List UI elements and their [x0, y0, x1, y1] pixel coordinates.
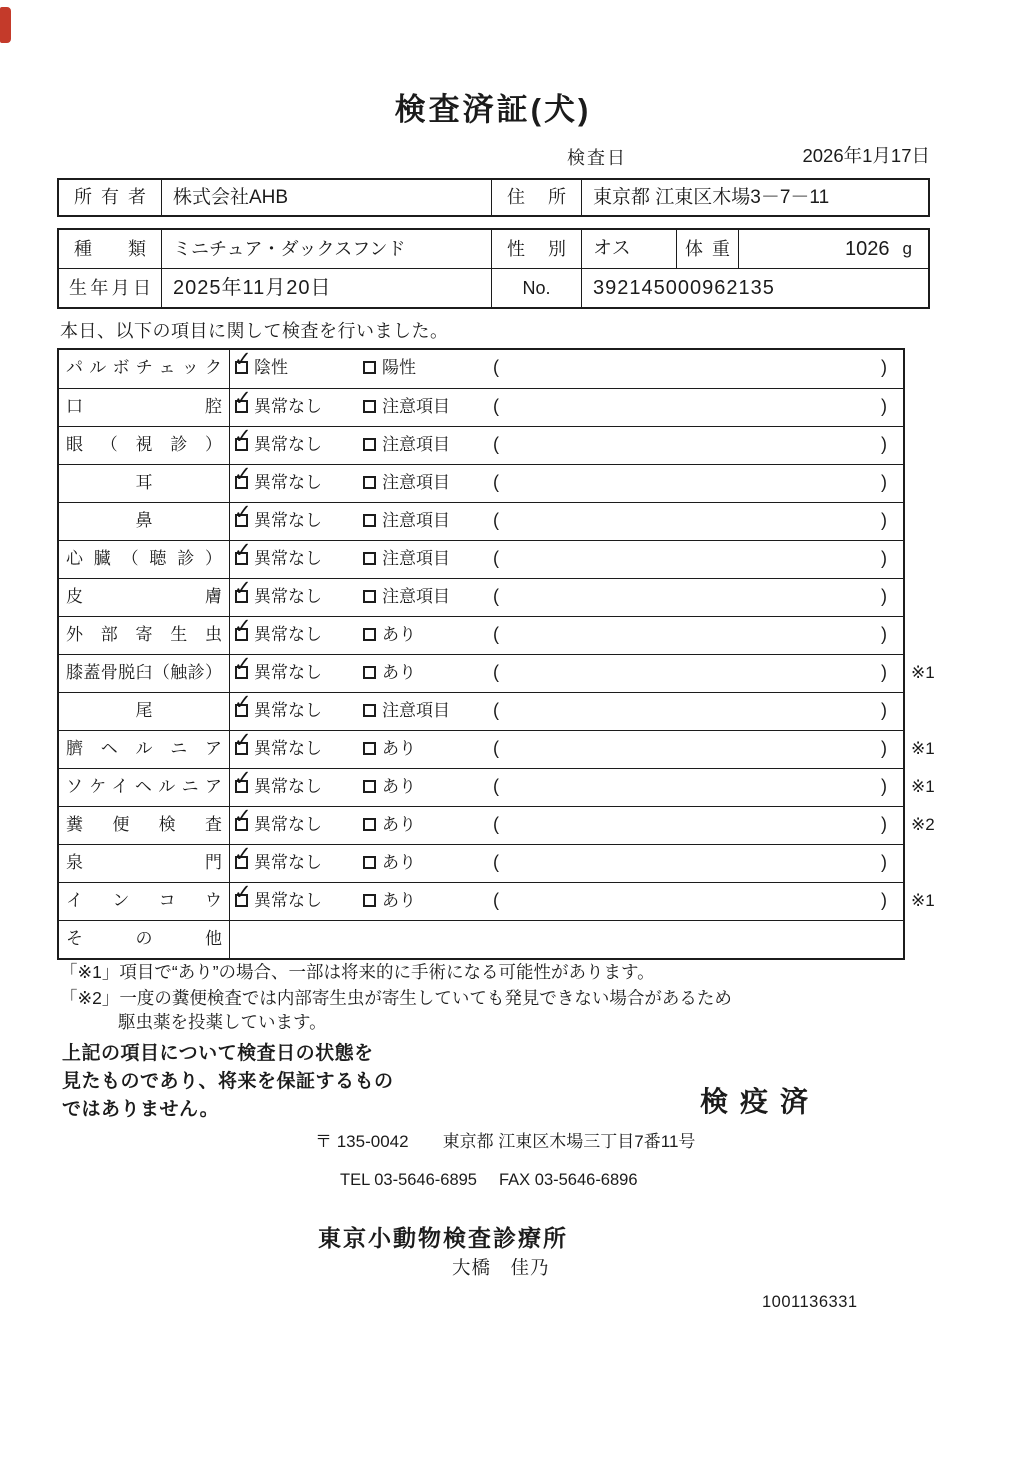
exam-item-label: 口腔 [59, 389, 230, 426]
paren-close-icon: ) [881, 396, 887, 416]
scan-artifact [0, 7, 11, 43]
checklist-row-patella [59, 652, 935, 692]
checkbox-empty-icon[interactable] [363, 856, 376, 869]
checklist-row-mouth [59, 388, 903, 426]
checklist-table [57, 347, 935, 960]
paren-open-icon: ( [493, 472, 499, 492]
result-option-checked: ✓ 異常なし [234, 538, 322, 568]
certificate-no-value: 392145000962135 [593, 277, 775, 299]
result-option-checked: ✓ 異常なし [234, 804, 322, 834]
street-address: 東京都 江東区木場三丁目7番11号 [442, 1132, 696, 1151]
result-option-unchecked: 陽性 [363, 350, 416, 385]
paren-close-icon: ) [881, 510, 887, 530]
result-option-checked: ✓ 異常なし [234, 842, 322, 872]
result-option-unchecked: あり [363, 655, 416, 690]
paren-open-icon: ( [493, 396, 499, 416]
result-option-unchecked: 注意項目 [363, 541, 450, 576]
footnote-1: 「※1」項目で“あり”の場合、一部は将来的に手術になる可能性があります。 [60, 962, 655, 982]
result-option-checked: ✓ 異常なし [234, 500, 322, 530]
result-option-unchecked: あり [363, 769, 416, 804]
exam-item-label: ソケイヘルニア [59, 769, 230, 806]
note-ref: ※2 [911, 815, 935, 834]
exam-item-label: 膝蓋骨脱臼（触診） [59, 655, 230, 692]
checklist-row-tail [59, 692, 903, 730]
result-option-unchecked: 注意項目 [363, 465, 450, 500]
weight-value: 1026 [845, 238, 890, 260]
result-option-unchecked: あり [363, 845, 416, 880]
checkbox-checked-icon[interactable]: ✓ [235, 438, 248, 451]
examiner-name: 大橋 佳乃 [452, 1257, 550, 1278]
footnote-2-line1: 「※2」一度の糞便検査では内部寄生虫が寄生していても発見できない場合があるため [60, 988, 732, 1008]
result-option-unchecked: 注意項目 [363, 503, 450, 538]
checkbox-empty-icon[interactable] [363, 666, 376, 679]
result-option-checked: ✓ 異常なし [234, 576, 322, 606]
checklist-row-heart [59, 540, 903, 578]
checkbox-empty-icon[interactable] [363, 818, 376, 831]
checkbox-checked-icon[interactable]: ✓ [235, 552, 248, 565]
paren-close-icon: ) [881, 814, 887, 834]
certificate-no-label: No. [492, 269, 582, 307]
result-option-unchecked: 注意項目 [363, 389, 450, 424]
owner-label: 所有者 [59, 180, 162, 215]
paren-close-icon: ) [881, 738, 887, 758]
intro-text: 本日、以下の項目に関して検査を行いました。 [60, 321, 449, 341]
exam-item-label: 尾 [59, 693, 230, 730]
postal-address [315, 1127, 695, 1152]
checkbox-empty-icon[interactable] [363, 438, 376, 451]
checklist-row-eyes [59, 426, 903, 464]
quarantine-stamp: 検疫済 [700, 1086, 821, 1117]
breed-label: 種類 [59, 230, 162, 268]
weight-label: 体重 [677, 230, 739, 268]
checkbox-checked-icon[interactable]: ✓ [235, 666, 248, 679]
checkbox-empty-icon[interactable] [363, 894, 376, 907]
weight-unit: g [902, 239, 912, 258]
footnote-2-line2: 駆虫薬を投薬しています。 [118, 1012, 327, 1032]
exam-item-label: 眼（視診） [59, 427, 230, 464]
result-option-unchecked: あり [363, 883, 416, 918]
checkbox-checked-icon[interactable]: ✓ [235, 894, 248, 907]
address-label: 住所 [492, 180, 582, 215]
animal-table [57, 228, 930, 309]
checkbox-empty-icon[interactable] [363, 476, 376, 489]
paren-close-icon: ) [881, 890, 887, 910]
paren-close-icon: ) [881, 434, 887, 454]
address-value: 東京都 江東区木場3－7－11 [593, 187, 830, 208]
exam-item-label: 外部寄生虫 [59, 617, 230, 654]
checklist-row-ectoparasite [59, 616, 903, 654]
result-option-unchecked: あり [363, 807, 416, 842]
result-option-checked: ✓ 異常なし [234, 462, 322, 492]
paren-open-icon: ( [493, 700, 499, 720]
exam-item-label: 心臓（聴診） [59, 541, 230, 578]
result-option-unchecked: 注意項目 [363, 579, 450, 614]
checkbox-empty-icon[interactable] [363, 780, 376, 793]
checkbox-empty-icon[interactable] [363, 742, 376, 755]
paren-open-icon: ( [493, 357, 499, 377]
exam-date-value: 2026年1月17日 [802, 145, 930, 166]
paren-close-icon: ) [881, 776, 887, 796]
paren-close-icon: ) [881, 357, 887, 377]
paren-open-icon: ( [493, 624, 499, 644]
checkbox-checked-icon[interactable]: ✓ [235, 780, 248, 793]
checklist-row-parvo [59, 347, 903, 388]
result-option-unchecked: 注意項目 [363, 693, 450, 728]
note-ref: ※1 [911, 777, 935, 796]
checkbox-empty-icon[interactable] [363, 628, 376, 641]
checkbox-empty-icon[interactable] [363, 514, 376, 527]
checkbox-empty-icon[interactable] [363, 704, 376, 717]
checkbox-checked-icon[interactable]: ✓ [235, 400, 248, 413]
paren-close-icon: ) [881, 586, 887, 606]
result-option-checked: ✓ 異常なし [234, 690, 322, 720]
checklist-row-fecal-exam [59, 804, 935, 844]
checkbox-checked-icon[interactable]: ✓ [235, 742, 248, 755]
paren-close-icon: ) [881, 472, 887, 492]
sex-value: オス [582, 230, 677, 268]
birthdate-value: 2025年11月20日 [162, 269, 492, 307]
checkbox-checked-icon[interactable]: ✓ [235, 590, 248, 603]
paren-open-icon: ( [493, 434, 499, 454]
checklist-row-skin [59, 578, 903, 616]
note-ref: ※1 [911, 891, 935, 910]
breed-value: ミニチュア・ダックスフンド [162, 230, 492, 268]
checkbox-checked-icon[interactable]: ✓ [235, 628, 248, 641]
tel-number: TEL 03-5646-6895 [340, 1171, 477, 1189]
paren-close-icon: ) [881, 700, 887, 720]
paren-close-icon: ) [881, 624, 887, 644]
serial-number: 1001136331 [762, 1293, 858, 1311]
paren-open-icon: ( [493, 814, 499, 834]
note-ref: ※1 [911, 663, 935, 682]
paren-open-icon: ( [493, 738, 499, 758]
result-option-unchecked: あり [363, 617, 416, 652]
disclaimer-text: 上記の項目について検査日の状態を 見たものであり、将来を保証するもの ではありません。 [62, 1043, 394, 1120]
paren-close-icon: ) [881, 548, 887, 568]
result-option-checked: ✓ 異常なし [234, 880, 322, 910]
tel-fax [340, 1171, 638, 1190]
owner-value: 株式会社AHB [162, 180, 492, 215]
exam-item-label: インコウ [59, 883, 230, 920]
paren-open-icon: ( [493, 586, 499, 606]
page-title: 検査済証(犬) [394, 92, 592, 127]
paren-open-icon: ( [493, 890, 499, 910]
postal-code: 〒 135-0042 [315, 1132, 409, 1151]
checkbox-checked-icon[interactable]: ✓ [235, 704, 248, 717]
exam-date-label: 検査日 [567, 148, 627, 168]
paren-open-icon: ( [493, 852, 499, 872]
checkbox-empty-icon[interactable] [363, 361, 376, 374]
clinic-name: 東京小動物検査診療所 [318, 1225, 568, 1251]
exam-item-label: その他 [59, 921, 230, 958]
result-option-checked: ✓ 異常なし [234, 652, 322, 682]
paren-close-icon: ) [881, 852, 887, 872]
exam-item-label: 泉門 [59, 845, 230, 882]
result-option-unchecked: あり [363, 731, 416, 766]
exam-item-label: 皮膚 [59, 579, 230, 616]
note-ref: ※1 [911, 739, 935, 758]
checklist-row-umbilical-hernia [59, 728, 935, 768]
checklist-row-inguinal-hernia [59, 766, 935, 806]
checklist-row-ears [59, 464, 903, 502]
checkbox-empty-icon[interactable] [363, 400, 376, 413]
checklist-row-fontanelle [59, 844, 903, 882]
result-option-checked: ✓ 陰性 [234, 347, 288, 377]
paren-open-icon: ( [493, 662, 499, 682]
result-option-unchecked: 注意項目 [363, 427, 450, 462]
exam-item-label: 臍ヘルニア [59, 731, 230, 768]
exam-item-label: 糞便検査 [59, 807, 230, 844]
owner-table [57, 178, 930, 217]
checkbox-empty-icon[interactable] [363, 590, 376, 603]
checkbox-checked-icon[interactable]: ✓ [235, 818, 248, 831]
result-option-checked: ✓ 異常なし [234, 424, 322, 454]
paren-open-icon: ( [493, 776, 499, 796]
result-option-checked: ✓ 異常なし [234, 386, 322, 416]
exam-item-label: 耳 [59, 465, 230, 502]
result-option-checked: ✓ 異常なし [234, 766, 322, 796]
result-option-checked: ✓ 異常なし [234, 614, 322, 644]
paren-open-icon: ( [493, 510, 499, 530]
checklist-row-other [59, 920, 903, 958]
checklist-row-inkou [59, 880, 935, 920]
exam-item-label: パルボチェック [59, 350, 230, 388]
checkbox-empty-icon[interactable] [363, 552, 376, 565]
weight-cell [739, 230, 928, 268]
fax-number: FAX 03-5646-6896 [499, 1171, 638, 1189]
result-option-checked: ✓ 異常なし [234, 728, 322, 758]
checklist-row-nose [59, 502, 903, 540]
sex-label: 性別 [492, 230, 582, 268]
checkbox-checked-icon[interactable]: ✓ [235, 514, 248, 527]
checkbox-checked-icon[interactable]: ✓ [235, 361, 248, 374]
birthdate-label: 生年月日 [59, 269, 162, 307]
checkbox-checked-icon[interactable]: ✓ [235, 856, 248, 869]
paren-open-icon: ( [493, 548, 499, 568]
paren-close-icon: ) [881, 662, 887, 682]
checkbox-checked-icon[interactable]: ✓ [235, 476, 248, 489]
exam-item-label: 鼻 [59, 503, 230, 540]
